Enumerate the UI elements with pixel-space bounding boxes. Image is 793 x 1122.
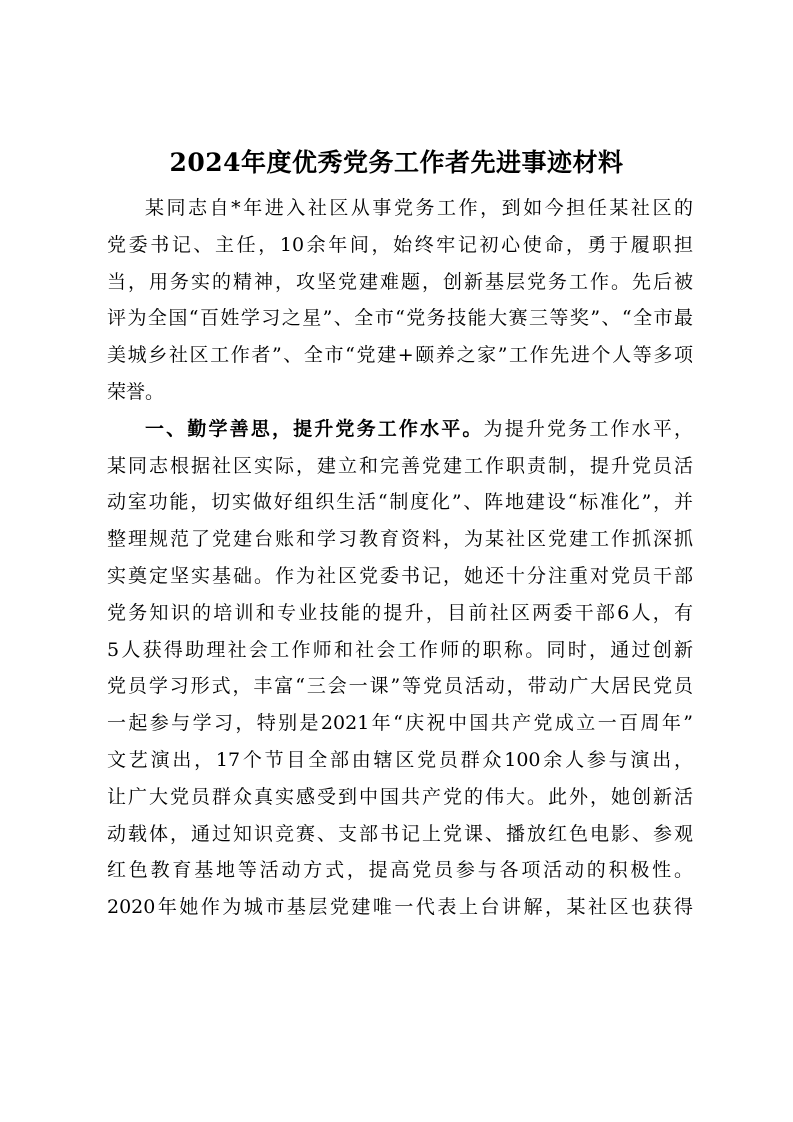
- paragraph-2-line-8: 党员学习形式，丰富“三会一课”等党员活动，带动广大居民党员: [107, 675, 693, 698]
- paragraph-1-line-6: 荣誉。: [107, 380, 165, 403]
- paragraph-2-line-1: [107, 411, 693, 448]
- paragraph-2-line-7: 5人获得助理社会工作师和社会工作师的职称。同时，通过创新: [107, 638, 693, 661]
- paragraph-1-line-4: 评为全国“百姓学习之星”、全市“党务技能大赛三等奖”、“全市最: [107, 307, 693, 330]
- section-heading: 一、勤学善思，提升党务工作水平。: [145, 417, 484, 440]
- paragraph-2-line-2: 某同志根据社区实际，建立和完善党建工作职责制，提升党员活: [107, 454, 693, 477]
- paragraph-2-line-4: 整理规范了党建台账和学习教育资料，为某社区党建工作抓深抓: [107, 528, 693, 551]
- paragraph-2-line-6: 党务知识的培训和专业技能的提升，目前社区两委干部6人，有: [107, 601, 693, 624]
- document-body: [107, 190, 693, 926]
- paragraph-2-line-9: 一起参与学习，特别是2021年“庆祝中国共产党成立一百周年”: [107, 712, 693, 735]
- paragraph-2-line-13: 红色教育基地等活动方式，提高党员参与各项活动的积极性。: [107, 859, 693, 882]
- paragraph-1-line-3: 当，用务实的精神，攻坚党建难题，创新基层党务工作。先后被: [107, 270, 693, 293]
- paragraph-2-line-11: 让广大党员群众真实感受到中国共产党的伟大。此外，她创新活: [107, 785, 693, 808]
- paragraph-2-line-14: 2020年她作为城市基层党建唯一代表上台讲解，某社区也获得: [107, 896, 693, 919]
- paragraph-1-line-2: 党委书记、主任，10余年间，始终牢记初心使命，勇于履职担: [107, 233, 693, 256]
- paragraph-1-line-5: 美城乡社区工作者”、全市“党建+颐养之家”工作先进个人等多项: [107, 344, 693, 367]
- paragraph-2-line-12: 动载体，通过知识竞赛、支部书记上党课、播放红色电影、参观: [107, 822, 693, 845]
- paragraph-2-line-10: 文艺演出，17个节目全部由辖区党员群众100余人参与演出，: [107, 748, 693, 771]
- paragraph-2-line-5: 实奠定坚实基础。作为社区党委书记，她还十分注重对党员干部: [107, 564, 693, 587]
- paragraph-1-line-1: 某同志自*年进入社区从事党务工作，到如今担任某社区的: [145, 197, 693, 219]
- paragraph-2-line-3: 动室功能，切实做好组织生活“制度化”、阵地建设“标准化”，并: [107, 491, 693, 514]
- document-title: 2024年度优秀党务工作者先进事迹材料: [169, 148, 624, 177]
- paragraph-2-line-1-text: 为提升党务工作水平，: [483, 417, 693, 440]
